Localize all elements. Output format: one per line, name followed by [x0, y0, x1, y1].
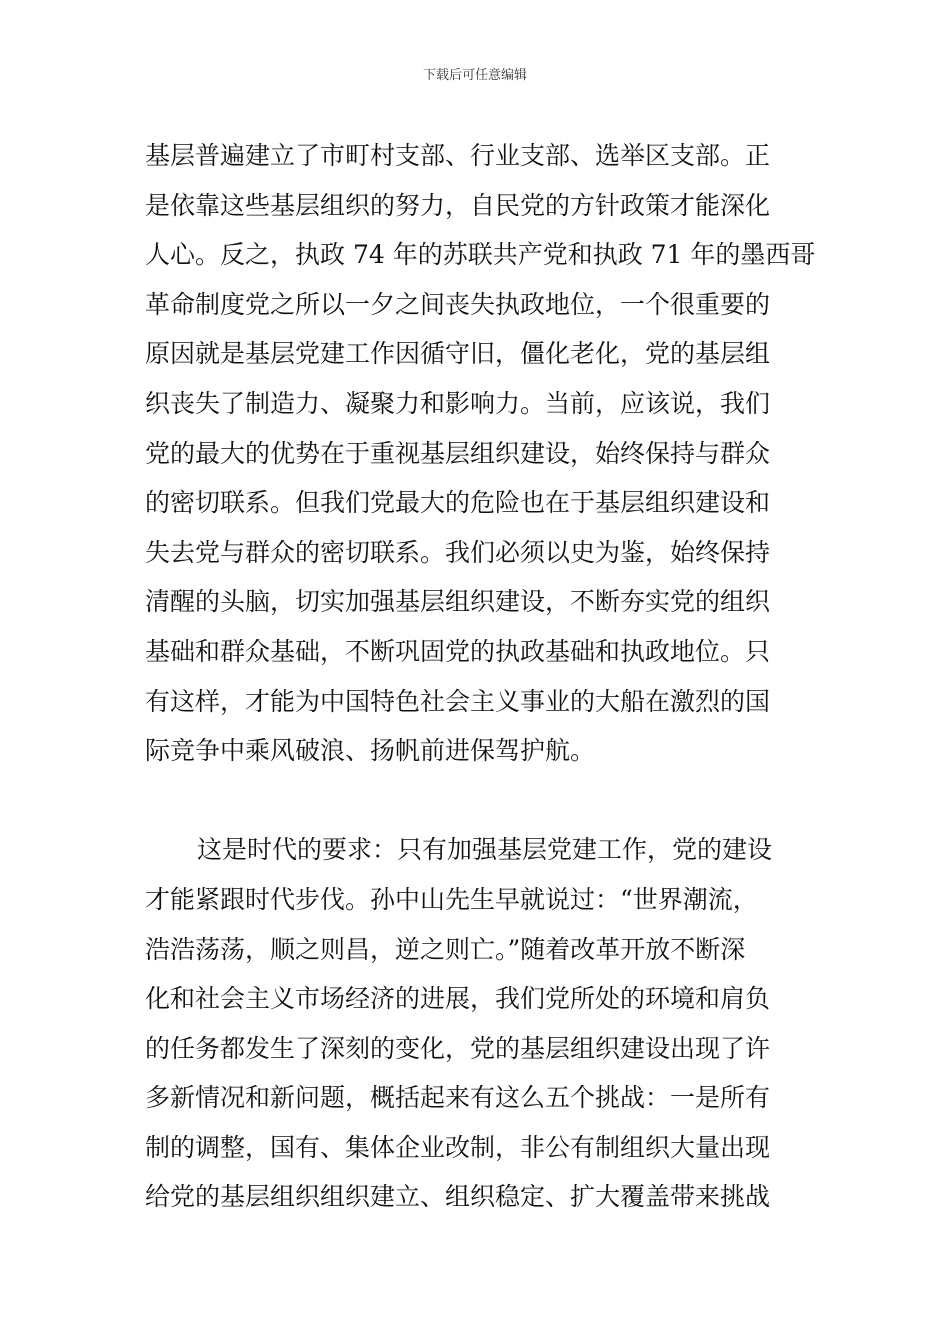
text-line: 基层普遍建立了市町村支部、行业支部、选举区支部。正	[145, 141, 771, 170]
text-line: 际竞争中乘风破浪、扬帆前进保驾护航。	[145, 736, 596, 766]
text-line: 是依靠这些基层组织的努力，自民党的方针政策才能深化	[145, 190, 771, 220]
body-text	[145, 131, 816, 1222]
text-line: 才能紧跟时代步伐。孙中山先生早就说过：“世界潮流，	[145, 884, 758, 914]
paragraph-2	[145, 825, 807, 1222]
text-line: 清醒的头脑，切实加强基层组织建设，不断夯实党的组织	[145, 587, 771, 617]
text-line: 的密切联系。但我们党最大的危险也在于基层组织建设和	[145, 488, 771, 518]
text-line: 制的调整，国有、集体企业改制，非公有制组织大量出现	[145, 1132, 771, 1162]
text-line: 这是时代的要求：只有加强基层党建工作，党的建设	[197, 835, 773, 865]
text-line: 党的最大的优势在于重视基层组织建设，始终保持与群众	[145, 438, 771, 468]
text-line: 的任务都发生了深刻的变化，党的基层组织建设出现了许	[145, 1033, 771, 1063]
text-line: 化和社会主义市场经济的进展，我们党所处的环境和肩负	[145, 984, 771, 1014]
text-line: 浩浩荡荡，顺之则昌，逆之则亡。”随着改革开放不断深	[145, 934, 746, 964]
paragraph-gap	[145, 776, 807, 826]
paragraph-1	[145, 131, 816, 776]
text-line: 给党的基层组织组织建立、组织稳定、扩大覆盖带来挑战	[145, 1182, 771, 1212]
text-line: 人心。反之，执政 74 年的苏联共产党和执政 71 年的墨西哥	[145, 240, 816, 270]
text-line: 有这样，才能为中国特色社会主义事业的大船在激烈的国	[145, 686, 771, 716]
text-line: 织丧失了制造力、凝聚力和影响力。当前，应该说，我们	[145, 388, 771, 418]
text-line: 多新情况和新问题，概括起来有这么五个挑战：一是所有	[145, 1083, 771, 1113]
text-line: 基础和群众基础，不断巩固党的执政基础和执政地位。只	[145, 636, 771, 666]
text-line: 原因就是基层党建工作因循守旧，僵化老化，党的基层组	[145, 339, 771, 369]
text-line: 革命制度党之所以一夕之间丧失执政地位，一个很重要的	[145, 289, 771, 319]
text-line: 失去党与群众的密切联系。我们必须以史为鉴，始终保持	[145, 537, 771, 567]
page-header-note: 下载后可任意编辑	[422, 68, 527, 83]
